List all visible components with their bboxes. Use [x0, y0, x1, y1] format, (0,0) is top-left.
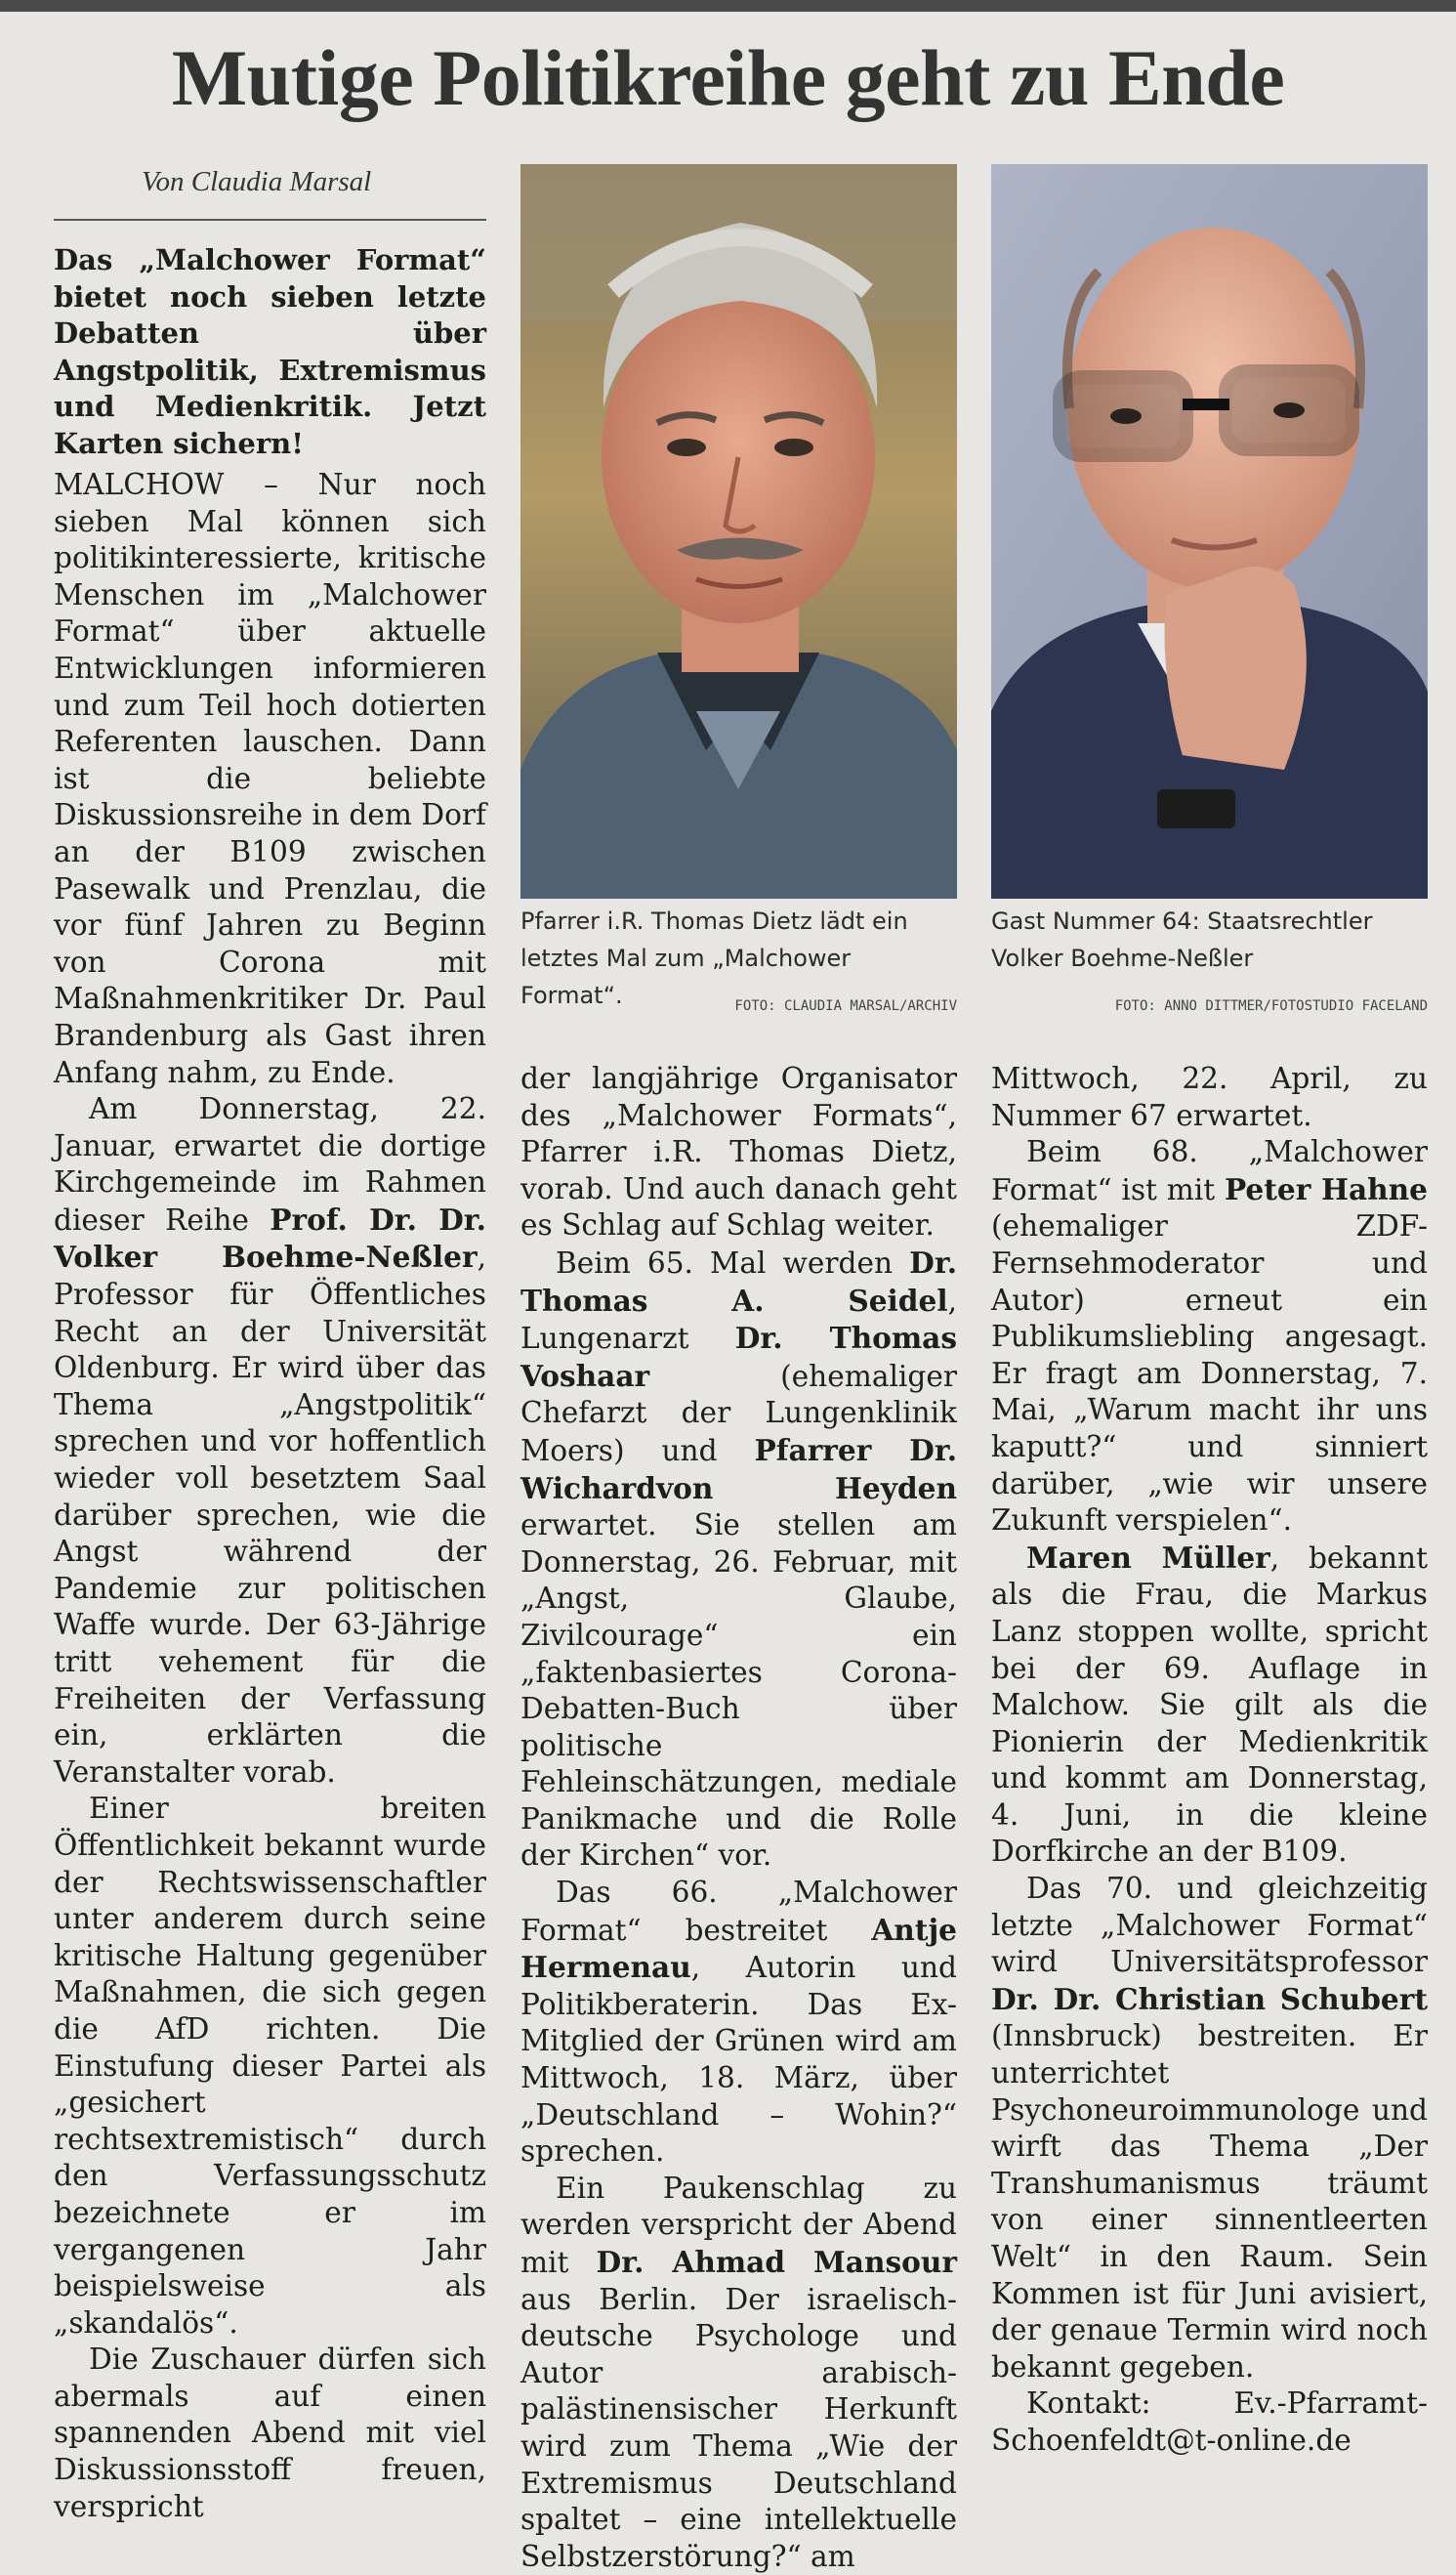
- photo-credit-1: FOTO: CLAUDIA MARSAL/ARCHIV: [734, 998, 957, 1014]
- portrait-image: [991, 164, 1428, 899]
- bold-name: Dr. Ahmad Mansour: [596, 2245, 957, 2279]
- photo-volker-boehme-nessler: [991, 164, 1428, 899]
- body-column-1: [54, 467, 486, 2525]
- paragraph: Das 70. und gleichzeitig letzte „Malchower Format“ wird Universitätsprofessor Dr. Dr. Christian Schubert (Innsbruck) bestreiten. Er unterrichtet Psychoneuroimmunologe und wirft das Thema „Der Transhumanismus träumt von einer sinnentleerten Welt“ in den Raum. Sein Kommen ist für Juni avisiert, der genaue Termin wird noch bekannt gegeben.: [991, 1872, 1428, 2384]
- paragraph: Das 66. „Malchower Format“ bestreitet Antje Hermenau, Autorin und Politikberaterin. Das Ex-Mitglied der Grünen wird am Mittwoch, 18. März, über „Deutschland – Wohin?“ sprechen.: [520, 1876, 957, 2169]
- paragraph: Mittwoch, 22. April, zu Nummer 67 erwartet.: [991, 1062, 1428, 1132]
- paragraph: Einer breiten Öffentlichkeit bekannt wurde der Rechtswissenschaftler unter anderem durch seine kritische Haltung gegenüber Maßnahmen, die sich gegen die AfD richten. Die Einstufung dieser Partei als „gesichert rechtsextremistisch“ durch den Verfassungsschutz bezeichnete er im vergangenen Jahr beispielsweise als „skandalös“.: [54, 1792, 486, 2340]
- paragraph: Die Zuschauer dürfen sich abermals auf einen spannenden Abend mit viel Diskussionsstoff freuen, verspricht: [54, 2343, 486, 2523]
- bold-name: Prof. Dr. Dr. Volker Boehme-Neßler: [54, 1202, 486, 1275]
- paragraph: Beim 68. „Malchower Format“ ist mit Peter Hahne (ehemaliger ZDF-Fernsehmoderator und Autor) erneut ein Publikumsliebling angesagt. Er fragt am Donnerstag, 7. Mai, „Warum macht ihr uns kaputt?“ und sinniert darüber, „wie wir unsere Zukunft verspielen“.: [991, 1135, 1428, 1538]
- byline-rule: [54, 219, 486, 221]
- paragraph: der langjährige Organisator des „Malchower Formats“, Pfarrer i.R. Thomas Dietz, vorab. Und auch danach geht es Schlag auf Schlag weiter.: [520, 1062, 957, 1243]
- byline: Von Claudia Marsal: [142, 166, 372, 197]
- bold-name: Antje Hermenau: [520, 1912, 957, 1985]
- photo-credit-2: FOTO: ANNO DITTMER/FOTOSTUDIO FACELAND: [1114, 998, 1428, 1014]
- page-top-edge: [0, 0, 1456, 12]
- photo-caption-2: Gast Nummer 64: Staatsrechtler Volker Boehme-Neßler: [991, 908, 1373, 972]
- bold-name: Dr. Dr. Christian Schubert: [991, 1981, 1428, 2016]
- photo-caption-1: Pfarrer i.R. Thomas Dietz lädt ein letztes Mal zum „Malchower Format“.: [520, 908, 908, 1009]
- bold-name: Dr. Thomas Voshaar: [520, 1321, 957, 1393]
- paragraph: Maren Müller, bekannt als die Frau, die Markus Lanz stoppen wollte, spricht bei der 69. Auflage in Malchow. Sie gilt als die Pionierin der Medienkritik und kommt am Donnerstag, 4. Juni, in die kleine Dorfkirche an der B109.: [991, 1540, 1428, 1869]
- bold-name: Dr. Thomas A. Seidel: [520, 1245, 957, 1318]
- paragraph: Am Donnerstag, 22. Januar, erwartet die dortige Kirchgemeinde im Rahmen dieser Reihe Prof. Dr. Dr. Volker Boehme-Neßler, Professor für Öffentliches Recht an der Universität Oldenburg. Er wird über das Thema „Angstpolitik“ sprechen und vor hoffentlich wieder voll besetztem Saal darüber sprechen, wie die Angst während der Pandemie zur politischen Waffe wurde. Der 63-Jährige tritt vehement für die Freiheiten der Verfassung ein, erklärten die Veranstalter vorab.: [54, 1092, 486, 1789]
- photo-thomas-dietz: [520, 164, 957, 899]
- contact-line: Kontakt: Ev.-Pfarramt-Schoenfeldt@t-online.de: [991, 2386, 1428, 2457]
- paragraph: Ein Paukenschlag zu werden verspricht der Abend mit Dr. Ahmad Mansour aus Berlin. Der israelisch-deutsche Psychologe und Autor arabisch-palästinensischer Herkunft wird zum Thema „Wie der Extremismus Deutschland spaltet – eine intellektuelle Selbstzerstörung?“ am: [520, 2171, 957, 2573]
- bold-name: Maren Müller: [1026, 1540, 1270, 1575]
- paragraph: Beim 65. Mal werden Dr. Thomas A. Seidel, Lungenarzt Dr. Thomas Voshaar (ehemaliger Chefarzt der Lungenklinik Moers) und Pfarrer Dr. Wichardvon Heyden erwartet. Sie stellen am Donnerstag, 26. Februar, mit „Angst, Glaube, Zivilcourage“ ein „faktenbasiertes Corona-Debatten-Buch über politische Fehleinschätzungen, mediale Panikmache und die Rolle der Kirchen“ vor.: [520, 1245, 958, 1873]
- bold-name: Peter Hahne: [1224, 1171, 1428, 1206]
- body-column-2: [520, 1061, 957, 2575]
- lead-paragraph: Das „Malchower Format“ bietet noch sieben letzte Debatten über Angstpolitik, Extremismus und Medienkritik. Jetzt Karten sichern!: [54, 243, 486, 460]
- paragraph: MALCHOW – Nur noch sieben Mal können sich politikinteressierte, kritische Menschen im „Malchower Format“ über aktuelle Entwicklungen informieren und zum Teil hoch dotierten Referenten lauschen. Dann ist die beliebte Diskussionsreihe in dem Dorf an der B109 zwischen Pasewalk und Prenzlau, die vor fünf Jahren zu Beginn von Corona mit Maßnahmenkritiker Dr. Paul Brandenburg als Gast ihren Anfang nahm, zu Ende.: [54, 468, 486, 1089]
- bold-name: Pfarrer Dr. Wichardvon Heyden: [520, 1432, 958, 1505]
- portrait-image: [520, 164, 957, 899]
- body-column-3: [991, 1061, 1428, 2460]
- headline: Mutige Politikreihe geht zu Ende: [171, 33, 1285, 122]
